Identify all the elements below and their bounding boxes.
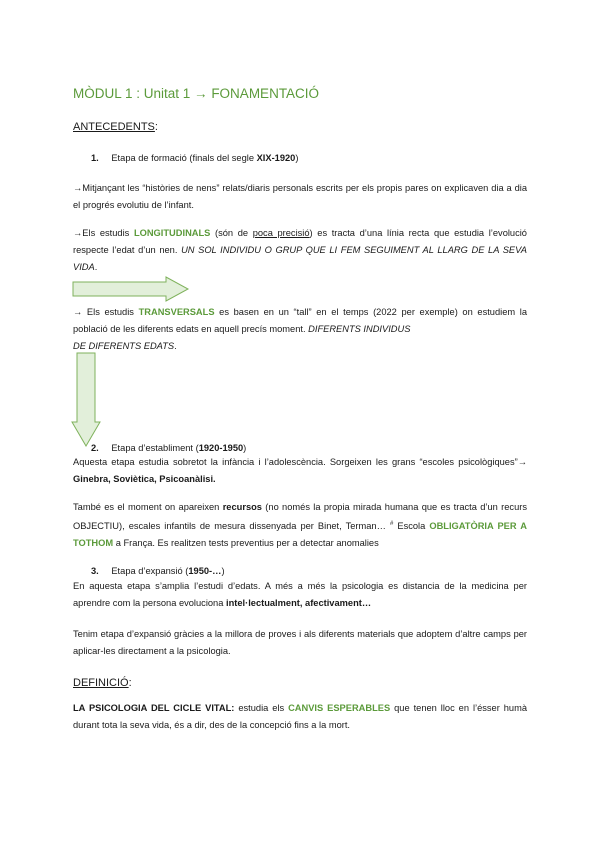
down-arrow-icon — [71, 352, 101, 448]
p3-end: . — [174, 341, 177, 351]
definicio-heading-text: DEFINICIÓ — [73, 677, 129, 689]
def-a: estudia els — [234, 703, 289, 713]
antecedents-heading — [73, 121, 158, 133]
p3-italic-1: DIFERENTS INDIVIDUS — [308, 324, 411, 334]
p5-d: a França. Es realitzen tests preventius per a detectar anomalies — [113, 538, 379, 549]
poca-precisio: poca precisió — [252, 228, 310, 238]
p5-c: Escola — [393, 521, 430, 532]
p2-c: ) es tracta d’una línia recta que estudia l’evolució respecte l’edat d’un nen. — [73, 228, 527, 255]
obligatoria-term: OBLIGATÒRIA PER A TOTHOM — [73, 521, 527, 549]
p3-italic-2: DE DIFERENTS EDATS — [73, 341, 175, 351]
page-title — [73, 86, 319, 101]
paragraph-millora: Tenim etapa d’expansió gràcies a la millora de proves i als diferents materials que adoptem d’altre camps per aplicar-les directament a la psicologia. — [73, 629, 527, 656]
etapa-3-years: 1950-… — [188, 566, 222, 576]
etapa-1 — [91, 152, 298, 165]
paragraph-historia-nens: →Mitjançant les “històries de nens” relats/diaris personals escrits per els propis pares on explicaven dia a dia el progrés evolutiu de l’infant. — [73, 183, 527, 210]
longitudinals-term: LONGITUDINALS — [133, 228, 211, 238]
definicio-heading — [73, 677, 132, 689]
expansio-terms: intel·lectualment, afectivament… — [225, 598, 372, 608]
paragraph-definicio — [73, 700, 527, 734]
etapa-3-text: Etapa d’expansió ( — [111, 566, 189, 576]
p5-b: (no només la propia mirada humana que es tracta d’un recurs OBJECTIU), escales infantils de mesura dissenyada per Binet, Terman… — [73, 502, 527, 532]
definicio-colon: : — [128, 677, 132, 689]
etapa-3 — [91, 565, 225, 578]
paragraph-infancia — [73, 454, 527, 488]
right-arrow-icon — [72, 276, 190, 302]
transversals-term: TRANSVERSALS — [138, 307, 215, 317]
antecedents-heading-text: ANTECEDENTS — [73, 121, 155, 133]
canvis-esperables: CANVIS ESPERABLES — [288, 703, 391, 713]
paragraph-transversals — [73, 304, 527, 355]
psicologia-cicle-vital: LA PSICOLOGIA DEL CICLE VITAL: — [73, 703, 235, 713]
p4-a: Aquesta etapa estudia sobretot la infància i l’adolescència. Sorgeixen les grans “escoles psicològiques”→ — [73, 457, 527, 467]
p2-b: (són de — [210, 228, 253, 238]
etapa-1-years: XIX-1920 — [256, 153, 296, 163]
etapa-2-years: 1920-1950 — [198, 443, 244, 453]
hash-mark: # — [389, 521, 394, 527]
title-suffix: FONAMENTACIÓ — [211, 86, 320, 101]
etapa-2-close: ) — [243, 443, 247, 453]
paragraph-expansio — [73, 578, 527, 612]
etapa-1-number: 1. — [91, 153, 99, 163]
title-prefix: MÒDUL 1 : Unitat 1 → — [73, 86, 208, 101]
etapa-1-close: ) — [295, 153, 299, 163]
antecedents-colon: : — [154, 121, 158, 133]
p2-end: . — [94, 262, 98, 272]
p2-a: →Els estudis — [73, 228, 134, 238]
p2-italic: UN SOL INDIVIDU O GRUP QUE LI FEM SEGUIMENT AL LLARG DE LA SEVA VIDA — [73, 245, 527, 272]
paragraph-longitudinals — [73, 225, 527, 276]
etapa-1-text: Etapa de formació (finals del segle — [111, 153, 257, 163]
paragraph-recursos — [73, 499, 527, 552]
etapa-3-number: 3. — [91, 566, 99, 576]
escoles-list: Ginebra, Soviètica, Psicoanàlisi. — [73, 474, 216, 484]
recursos-term: recursos — [222, 502, 262, 512]
def-b: que tenen lloc en l’ésser humà durant tota la seva vida, és a dir, des de la concepció fins a la mort. — [73, 703, 527, 730]
etapa-2-text: Etapa d’establiment ( — [111, 443, 199, 453]
p3-a: → Els estudis — [73, 307, 139, 317]
p6-a: En aquesta etapa s’amplia l’estudi d’edats. A més a més la psicologia es distancia de la medicina per aprendre com la persona evoluciona — [73, 581, 527, 608]
p3-b: es basen en un “tall” en el temps (2022 per exemple) on estudiem la població de les diferents edats en aquell precís moment. — [73, 307, 528, 334]
etapa-2-number: 2. — [91, 443, 99, 453]
etapa-3-close: ) — [221, 566, 225, 576]
p5-a: També es el moment on apareixen — [73, 502, 223, 512]
